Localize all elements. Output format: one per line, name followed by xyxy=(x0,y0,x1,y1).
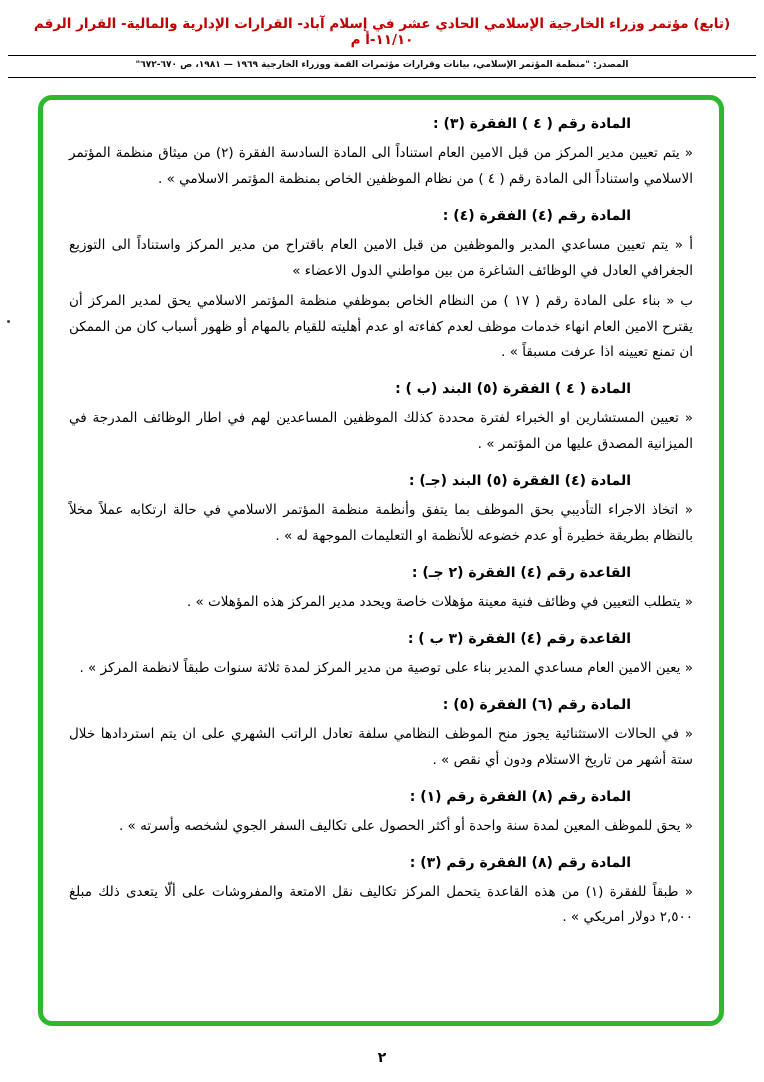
section-paragraph: « تعيين المستشارين او الخبراء لفترة محددة كذلك الموظفين المساعدين لهم في اطار الوظائف المدرجة في الميزانية المصدق عليها من المؤتمر » . xyxy=(69,410,693,453)
source-citation: المصدر: "منظمة المؤتمر الإسلامي، بيانات وقرارات مؤتمرات القمة ووزراء الخارجية ١٩٦٩ — ١٩٨١، ص ٦٧٠-٦٧٢" xyxy=(135,60,629,70)
document-title: (تابع) مؤتمر وزراء الخارجية الإسلامي الحادي عشر في إسلام آباد- القرارات الإدارية والمالية- القرار الرقم ١١/١٠-أ م xyxy=(33,16,731,48)
section-paragraph: « يتم تعيين مدير المركز من قبل الامين العام استناداً الى المادة السادسة الفقرة (٢) من ميثاق منظمة المؤتمر الاسلامي واستناداً الى المادة رقم ( ٤ ) من نظام الموظفين الخاص بمنظمة المؤتمر الاسلامي » . xyxy=(69,145,693,187)
section-heading: القاعدة رقم (٤) الفقرة (٣ ب ) : xyxy=(407,630,631,647)
content-frame xyxy=(38,95,724,1026)
document-section xyxy=(69,697,693,774)
document-section xyxy=(69,116,693,193)
section-heading: القاعدة رقم (٤) الفقرة (٢ جـ) : xyxy=(411,564,631,581)
header-divider-bottom xyxy=(8,77,756,78)
document-section xyxy=(69,565,693,616)
section-paragraph: أ « يتم تعيين مساعدي المدير والموظفين من قبل الامين العام باقتراح من مدير المركز واستناداً الى التوزيع الجغرافي العادل في الوظائف الشاغرة من بين مواطني الدول الاعضاء » xyxy=(69,236,693,279)
section-paragraph: « يحق للموظف المعين لمدة سنة واحدة أو أكثر الحصول على تكاليف السفر الجوي لشخصه وأسرته » . xyxy=(118,817,693,834)
section-paragraph: « يتطلب التعيين في وظائف فنية معينة مؤهلات خاصة ويحدد مدير المركز هذه المؤهلات » . xyxy=(186,593,693,610)
section-heading: المادة ( ٤ ) الفقرة (٥) البند (ب ) : xyxy=(395,381,631,398)
section-paragraph: ب « بناء على المادة رقم ( ١٧ ) من النظام الخاص بموظفي منظمة المؤتمر الاسلامي يحق لمدير المركز أن يقترح الامين العام انهاء خدمات موظف لعدم كفاءته او عدم أهليته للقيام بالمهام أو ظهور أسباب كان من الممكن ان تمنع تعيينه اذا عرفت مسبقاً » . xyxy=(69,292,693,361)
document-section xyxy=(69,208,693,367)
section-heading: المادة (٤) الفقرة (٥) البند (جـ) : xyxy=(408,473,631,490)
section-paragraph: « اتخاذ الاجراء التأديبي بحق الموظف بما يتفق وأنظمة منظمة المؤتمر الاسلامي في حالة ارتكابه عملاً مخلاً بالنظام بطريقة خطيرة أو عدم خضوعه للأنظمة او التعليمات الموجهة له » . xyxy=(69,502,693,545)
document-section xyxy=(69,631,693,682)
document-section xyxy=(69,855,693,932)
section-heading: المادة رقم (٨) الفقرة رقم (٣) : xyxy=(409,854,631,871)
document-section xyxy=(69,381,693,458)
scan-artifact-dot xyxy=(7,320,10,323)
section-paragraph: « طبقاً للفقرة (١) من هذه القاعدة يتحمل المركز تكاليف نقل الامتعة والمفروشات على ألّا يتعدى ذلك مبلغ ٢,٥٠٠ دولار امريكي » . xyxy=(69,883,693,926)
document-section xyxy=(69,789,693,840)
document-section xyxy=(69,473,693,550)
section-heading: المادة رقم (٤) الفقرة (٤) : xyxy=(442,207,631,224)
sections-container xyxy=(69,116,693,931)
section-heading: المادة رقم (٦) الفقرة (٥) : xyxy=(442,696,631,713)
section-heading: المادة رقم (٨) الفقرة رقم (١) : xyxy=(409,788,631,805)
page-number: ٢ xyxy=(377,1050,387,1066)
page-header xyxy=(0,0,764,78)
section-paragraph: « يعين الامين العام مساعدي المدير بناء على توصية من مدير المركز لمدة ثلاثة سنوات طبقاً لانظمة المركز » . xyxy=(79,659,693,676)
section-paragraph: « في الحالات الاستثنائية يجوز منح الموظف النظامي سلفة تعادل الراتب الشهري على ان يتم استردادها خلال ستة أشهر من تاريخ الاستلام ودون أي نقص » . xyxy=(69,725,693,768)
header-divider-top xyxy=(8,55,756,56)
section-heading: المادة رقم ( ٤ ) الفقرة (٣) : xyxy=(433,116,631,132)
